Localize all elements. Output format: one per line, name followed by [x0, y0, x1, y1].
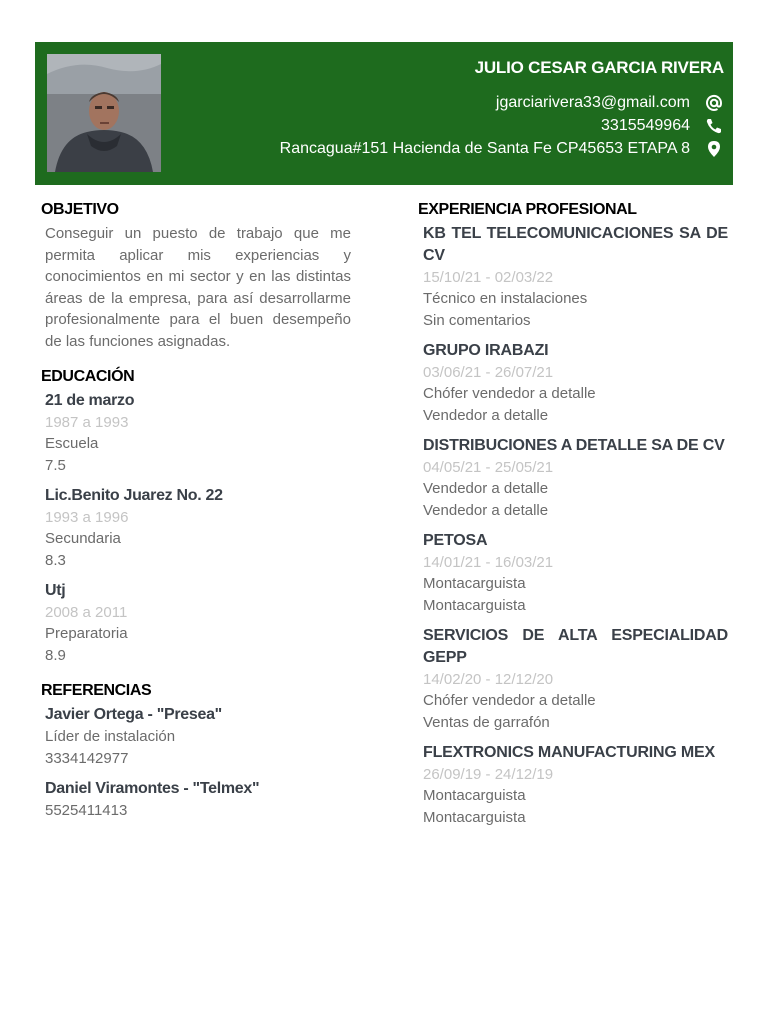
address-row	[280, 140, 724, 158]
experience-dates: 15/10/21 - 02/03/22	[423, 269, 554, 286]
experience-note: Vendedor a detalle	[423, 406, 549, 424]
education-grade: 8.9	[45, 646, 66, 664]
education-level: Secundaria	[45, 530, 121, 547]
company-name: PETOSA	[423, 532, 488, 549]
reference-phone: 3334142977	[45, 749, 129, 767]
right-column	[418, 199, 728, 828]
company-name: KB TEL TELECOMUNICACIONES SA DE CV	[423, 225, 728, 264]
education-years: 1987 a 1993	[45, 414, 129, 431]
education-grade: 8.3	[45, 551, 66, 569]
education-grade: 7.5	[45, 456, 66, 474]
company-name: SERVICIOS DE ALTA ESPECIALIDAD GEPP	[423, 627, 728, 666]
company-name: DISTRIBUCIONES A DETALLE SA DE CV	[423, 437, 725, 454]
experience-dates: 04/05/21 - 25/05/21	[423, 459, 554, 476]
experience-note: Sin comentarios	[423, 311, 531, 329]
experience-position: Vendedor a detalle	[423, 480, 549, 497]
at-icon	[704, 94, 724, 112]
experience-dates: 26/09/19 - 24/12/19	[423, 766, 554, 783]
school-name: Lic.Benito Juarez No. 22	[45, 487, 223, 504]
education-heading: EDUCACIÓN	[41, 368, 135, 385]
reference-item	[45, 778, 351, 822]
experience-heading: EXPERIENCIA PROFESIONAL	[418, 201, 637, 218]
reference-phone: 5525411413	[45, 802, 128, 819]
experience-item	[418, 625, 728, 733]
experience-note: Ventas de garrafón	[423, 713, 550, 731]
experience-item	[418, 435, 728, 521]
references-heading: REFERENCIAS	[41, 682, 152, 699]
experience-note: Montacarguista	[423, 596, 526, 614]
reference-name: Javier Ortega - "Presea"	[45, 706, 222, 723]
experience-dates: 03/06/21 - 26/07/21	[423, 364, 554, 381]
company-name: FLEXTRONICS MANUFACTURING MEX	[423, 744, 715, 761]
experience-dates: 14/01/21 - 16/03/21	[423, 554, 554, 571]
left-column	[41, 199, 351, 822]
experience-position: Montacarguista	[423, 575, 526, 592]
experience-item	[418, 742, 728, 828]
education-item	[45, 390, 351, 476]
education-level: Preparatoria	[45, 625, 128, 642]
phone-text: 3315549964	[601, 117, 690, 134]
school-name: Utj	[45, 582, 66, 599]
phone-row	[601, 117, 724, 135]
experience-position: Chófer vendedor a detalle	[423, 692, 596, 709]
phone-icon	[704, 117, 724, 135]
experience-note: Vendedor a detalle	[423, 501, 549, 519]
school-name: 21 de marzo	[45, 392, 135, 409]
profile-photo	[47, 54, 161, 172]
location-pin-icon	[704, 140, 724, 158]
reference-role: Líder de instalación	[45, 728, 176, 745]
experience-position: Montacarguista	[423, 787, 526, 804]
reference-item	[45, 704, 351, 769]
email-text: jgarciarivera33@gmail.com	[495, 94, 690, 111]
company-name: GRUPO IRABAZI	[423, 342, 549, 359]
experience-item	[418, 530, 728, 616]
education-item	[45, 580, 351, 666]
education-level: Escuela	[45, 435, 99, 452]
objective-text: Conseguir un puesto de trabajo que me permita aplicar mis experiencias y conocimientos en mi sector y en las distintas áreas de la empresa, para así desarrollarme profesionalmente para el buen desempeño de las funciones asignadas.	[45, 225, 351, 350]
header-banner	[35, 42, 733, 185]
experience-position: Chófer vendedor a detalle	[423, 385, 596, 402]
reference-name: Daniel Viramontes - "Telmex"	[45, 780, 260, 797]
email-row	[496, 94, 724, 112]
education-years: 1993 a 1996	[45, 509, 129, 526]
candidate-name: JULIO CESAR GARCIA RIVERA	[474, 58, 724, 77]
experience-dates: 14/02/20 - 12/12/20	[423, 671, 554, 688]
address-text: Rancagua#151 Hacienda de Santa Fe CP45653 ETAPA 8	[279, 140, 690, 157]
experience-item	[418, 223, 728, 331]
education-years: 2008 a 2011	[45, 604, 128, 621]
experience-position: Técnico en instalaciones	[423, 290, 588, 307]
experience-note: Montacarguista	[423, 808, 526, 826]
experience-item	[418, 340, 728, 426]
education-item	[45, 485, 351, 571]
objective-heading: OBJETIVO	[41, 201, 119, 218]
